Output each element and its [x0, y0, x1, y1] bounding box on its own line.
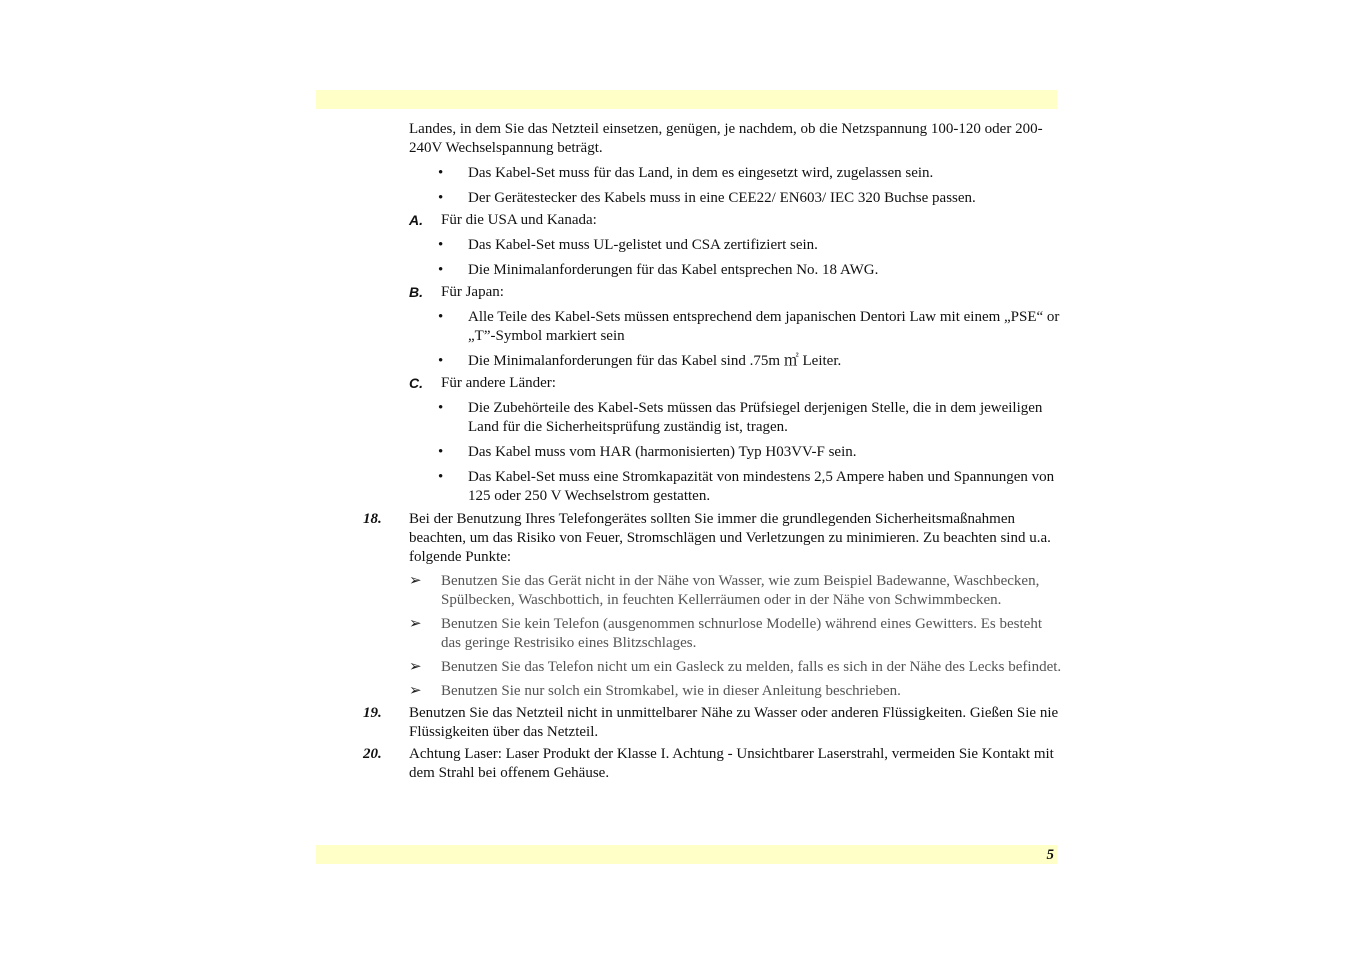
numbered-item-20 [363, 745, 1063, 783]
item-text: Bei der Benutzung Ihres Telefongerätes sollten Sie immer die grundlegenden Sicherheitsmaßnahmen beachten, um das Risiko von Feuer, Stromschlägen und Verletzungen zu minimieren. Zu beachten sind u.a. folgende Punkte: [409, 511, 1051, 565]
arrow-bullet-icon: ➢ [409, 683, 422, 699]
arrow-bullet-icon: ➢ [409, 616, 422, 632]
page-number: 5 [1046, 847, 1054, 863]
list-item: • Das Kabel-Set muss UL-gelistet und CSA zertifiziert sein. [468, 236, 1063, 255]
list-item [409, 658, 1063, 677]
list-item: • Die Minimalanforderungen für das Kabel sind .75m ㎡ Leiter. [468, 352, 1063, 371]
section-title: Für andere Länder: [441, 375, 556, 391]
page-content [363, 120, 1063, 783]
section-title: Für die USA und Kanada: [441, 212, 597, 228]
numbered-item-18 [363, 510, 1063, 567]
list-item: • Das Kabel-Set muss eine Stromkapazität von mindestens 2,5 Ampere haben und Spannungen von 125 oder 250 V Wechselstrom gestatten. [468, 468, 1063, 506]
section-letter: C. [409, 375, 423, 391]
section-bullet-list [409, 308, 1063, 371]
header-band [316, 90, 1057, 109]
section-japan [409, 283, 1063, 302]
subpoint-text: Benutzen Sie kein Telefon (ausgenommen schnurlose Modelle) während eines Gewitters. Es besteht das geringe Restrisiko eines Blitzschlages. [441, 616, 1043, 651]
item-text: Achtung Laser: Laser Produkt der Klasse I. Achtung - Unsichtbarer Laserstrahl, vermeiden Sie Kontakt mit dem Strahl bei offenem Gehäuse. [409, 746, 1054, 781]
section-bullet-list [409, 236, 1063, 280]
list-item: • Das Kabel-Set muss für das Land, in dem es eingesetzt wird, zugelassen sein. [468, 164, 1063, 183]
list-item [409, 572, 1063, 610]
item-text: Benutzen Sie das Netzteil nicht in unmittelbarer Nähe zu Wasser oder anderen Flüssigkeiten. Gießen Sie nie Flüssigkeiten über das Netzteil. [409, 705, 1059, 740]
arrow-bullet-icon: ➢ [409, 573, 422, 589]
item-number: 19. [363, 705, 382, 721]
section-bullet-list [409, 399, 1063, 506]
subpoint-text: Benutzen Sie das Gerät nicht in der Nähe von Wasser, wie zum Beispiel Badewanne, Waschbecken, Spülbecken, Waschbottich, in feuchten Kellerräumen oder in der Nähe von Schwimmbecken. [441, 573, 1040, 608]
subpoint-text: Benutzen Sie nur solch ein Stromkabel, wie in dieser Anleitung beschrieben. [441, 683, 901, 699]
intro-bullet-list [409, 164, 1063, 208]
list-item: • Die Zubehörteile des Kabel-Sets müssen das Prüfsiegel derjenigen Stelle, die in dem jeweiligen Land für die Sicherheitsprüfung zuständig ist, tragen. [468, 399, 1063, 437]
list-item: • Der Gerätestecker des Kabels muss in eine CEE22/ EN603/ IEC 320 Buchse passen. [468, 189, 1063, 208]
item-number: 20. [363, 746, 382, 762]
subpoint-text: Benutzen Sie das Telefon nicht um ein Gasleck zu melden, falls es sich in der Nähe des Lecks befindet. [441, 659, 1062, 675]
safety-subpoint-list [409, 572, 1063, 701]
section-title: Für Japan: [441, 284, 504, 300]
section-usa-canada [409, 211, 1063, 230]
list-item: • Die Minimalanforderungen für das Kabel entsprechen No. 18 AWG. [468, 261, 1063, 280]
section-letter: B. [409, 284, 423, 300]
section-other-countries [409, 374, 1063, 393]
footer-band [316, 845, 1057, 864]
arrow-bullet-icon: ➢ [409, 659, 422, 675]
section-letter: A. [409, 212, 423, 228]
list-item [409, 615, 1063, 653]
numbered-item-19 [363, 704, 1063, 742]
intro-paragraph: Landes, in dem Sie das Netzteil einsetzen, genügen, je nachdem, ob die Netzspannung 100-120 oder 200-240V Wechselspannung beträgt. [409, 121, 1043, 156]
item-number: 18. [363, 511, 382, 527]
list-item: • Alle Teile des Kabel-Sets müssen entsprechend dem japanischen Dentori Law mit einem „PSE“ or „T”-Symbol markiert sein [468, 308, 1063, 346]
list-item [409, 682, 1063, 701]
list-item: • Das Kabel muss vom HAR (harmonisierten) Typ H03VV-F sein. [468, 443, 1063, 462]
